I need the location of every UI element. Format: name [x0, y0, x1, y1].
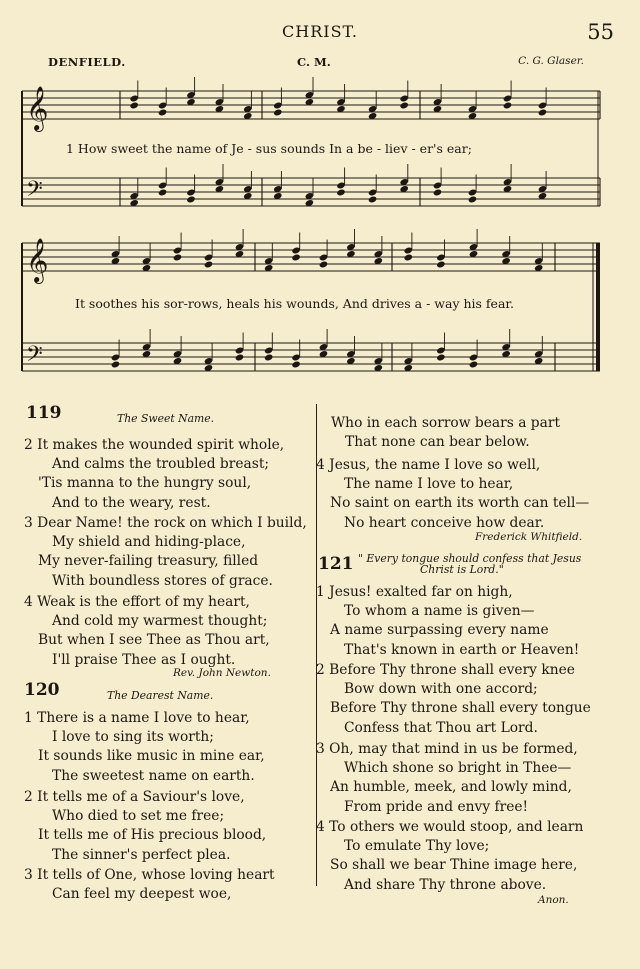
hymn-121-title-1: " Every tongue should confess that Jesus — [358, 552, 582, 565]
system-1-bass-notehead — [158, 189, 167, 197]
system-1-treble-notehead — [399, 102, 408, 110]
verse-line: And cold my warmest thought; — [52, 613, 268, 630]
hymn-119-stanza-2 — [24, 436, 284, 513]
verse-line: From pride and envy free! — [344, 798, 529, 815]
verse-line: No heart conceive how dear. — [344, 514, 545, 531]
system-1-treble-notehead — [538, 109, 547, 117]
hymn-121-stanza-4 — [316, 818, 583, 895]
verse-line: Bow down with one accord; — [344, 681, 538, 698]
verse-line: The name I love to hear, — [344, 476, 514, 493]
verse-line: 2 Before Thy throne shall every knee — [316, 662, 575, 678]
hymn-120-stanza-4 — [316, 456, 589, 533]
verse-line: An humble, meek, and lowly mind, — [330, 779, 572, 796]
verse-line: Before Thy throne shall every tongue — [330, 700, 591, 717]
system-1-bass-notehead — [468, 196, 477, 204]
verse-line: That's known in earth or Heaven! — [344, 641, 580, 658]
verse-line: 3 Dear Name! the rock on which I build, — [24, 515, 307, 531]
tune-composer: C. G. Glaser. — [518, 55, 584, 67]
system-2-treble-notehead — [291, 254, 300, 262]
hymn-120-stanza-1 — [24, 709, 265, 786]
verse-line: 1 Jesus! exalted far on high, — [316, 584, 513, 600]
system-1-bass-notehead — [186, 196, 195, 204]
tune-name: DENFIELD. — [48, 55, 126, 69]
verse-line: That none can bear below. — [345, 434, 530, 451]
verse-line: 4 To others we would stoop, and learn — [316, 819, 584, 835]
verse-line: Which shone so bright in Thee— — [344, 760, 572, 777]
verse-line: With boundless stores of grace. — [52, 572, 273, 589]
system-1-treble-notehead — [129, 102, 138, 110]
music-score — [0, 0, 640, 400]
hymn-121-stanza-3 — [316, 740, 578, 817]
verse-line: Confess that Thou art Lord. — [344, 719, 538, 736]
verse-line: To whom a name is given— — [344, 603, 535, 620]
verse-line: 4 Weak is the effort of my heart, — [24, 594, 250, 610]
bass-clef-icon: 𝄢 — [26, 342, 43, 372]
system-1-bass-notehead — [336, 189, 345, 197]
verse-line: My never-failing treasury, filled — [38, 553, 259, 570]
hymn-120-stanza-2 — [24, 788, 266, 865]
page-header-title: CHRIST. — [282, 22, 358, 41]
verse-line: A name surpassing every name — [330, 622, 549, 639]
system-2-treble-notehead — [436, 261, 445, 269]
hymn-119-stanza-3 — [24, 514, 307, 591]
verse-line: Who died to set me free; — [52, 808, 225, 825]
hymn-120-number: 120 — [24, 680, 60, 700]
system-2-bass-notehead — [235, 354, 244, 362]
system-2-bass-notehead — [111, 361, 120, 369]
system-1-treble-notehead — [158, 109, 167, 117]
verse-line: Can feel my deepest woe, — [52, 886, 232, 903]
verse-line: No saint on earth its worth can tell— — [330, 495, 590, 512]
verse-line: Who in each sorrow bears a part — [331, 415, 561, 431]
lyric-line-2: It soothes his sor-rows, heals his wounds, And drives a - way his fear. — [75, 296, 514, 311]
hymn-121-author: Anon. — [538, 894, 569, 906]
hymn-120-stanza-3-cont — [331, 414, 560, 452]
system-1-treble-notehead — [273, 109, 282, 117]
system-1-bass-notehead — [433, 189, 442, 197]
system-2-treble-notehead — [404, 254, 413, 262]
system-2-treble-notehead — [319, 261, 328, 269]
system-2-bass-notehead — [469, 361, 478, 369]
verse-line: 2 It makes the wounded spirit whole, — [24, 437, 285, 453]
hymn-121-stanza-1 — [316, 583, 579, 660]
system-2-bass-notehead — [264, 354, 273, 362]
verse-line: 4 Jesus, the name I love so well, — [316, 457, 541, 473]
hymn-120-author: Frederick Whitfield. — [475, 531, 583, 543]
hymn-119-title: The Sweet Name. — [117, 412, 215, 425]
page-number: 55 — [587, 20, 614, 44]
system-2-bass-notehead — [436, 354, 445, 362]
hymn-121-title-2: Christ is Lord." — [420, 563, 504, 576]
bass-clef-icon: 𝄢 — [26, 177, 43, 207]
system-2-treble-notehead — [173, 254, 182, 262]
system-2-final-thick — [596, 243, 600, 371]
verse-line: It tells me of His precious blood, — [38, 827, 267, 844]
hymn-120-title: The Dearest Name. — [107, 689, 214, 702]
verse-line: 2 It tells me of a Saviour's love, — [24, 789, 245, 805]
verse-line: To emulate Thy love; — [344, 838, 490, 855]
lyric-line-1: 1 How sweet the name of Je - sus sounds In a be - liev - er's ear; — [66, 141, 472, 156]
verse-line: And to the weary, rest. — [52, 494, 211, 511]
system-2-bass-notehead — [291, 361, 300, 369]
treble-clef-icon: 𝄞 — [26, 86, 49, 130]
system-1-treble-notehead — [503, 102, 512, 110]
treble-clef-icon: 𝄞 — [26, 238, 49, 282]
verse-line: I'll praise Thee as I ought. — [52, 651, 236, 668]
verse-line: It sounds like music in mine ear, — [38, 748, 265, 765]
verse-line: And share Thy throne above. — [344, 876, 547, 893]
verse-line: And calms the troubled breast; — [52, 456, 270, 473]
hymn-120-stanza-3 — [24, 866, 275, 904]
system-1-bass-notehead — [368, 196, 377, 204]
verse-line: The sweetest name on earth. — [52, 767, 255, 784]
score-graphics — [22, 77, 600, 372]
verse-line: 1 There is a name I love to hear, — [24, 710, 250, 726]
system-2-treble-notehead — [204, 261, 213, 269]
verse-line: But when I see Thee as Thou art, — [38, 632, 270, 649]
hymn-119-stanza-4 — [24, 593, 270, 670]
hymn-121-number: 121 — [318, 554, 354, 574]
verse-line: The sinner's perfect plea. — [52, 846, 231, 863]
verse-line: I love to sing its worth; — [52, 729, 214, 746]
verse-line: 'Tis manna to the hungry soul, — [38, 475, 252, 492]
tune-meter: C. M. — [297, 55, 331, 69]
verse-line: 3 Oh, may that mind in us be formed, — [316, 741, 578, 757]
verse-line: 3 It tells of One, whose loving heart — [24, 867, 275, 883]
hymn-119-number: 119 — [26, 403, 62, 423]
hymn-119-author: Rev. John Newton. — [173, 667, 271, 679]
verse-line: My shield and hiding-place, — [52, 534, 246, 551]
hymn-121-stanza-2 — [316, 661, 591, 738]
verse-line: So shall we bear Thine image here, — [330, 857, 578, 874]
